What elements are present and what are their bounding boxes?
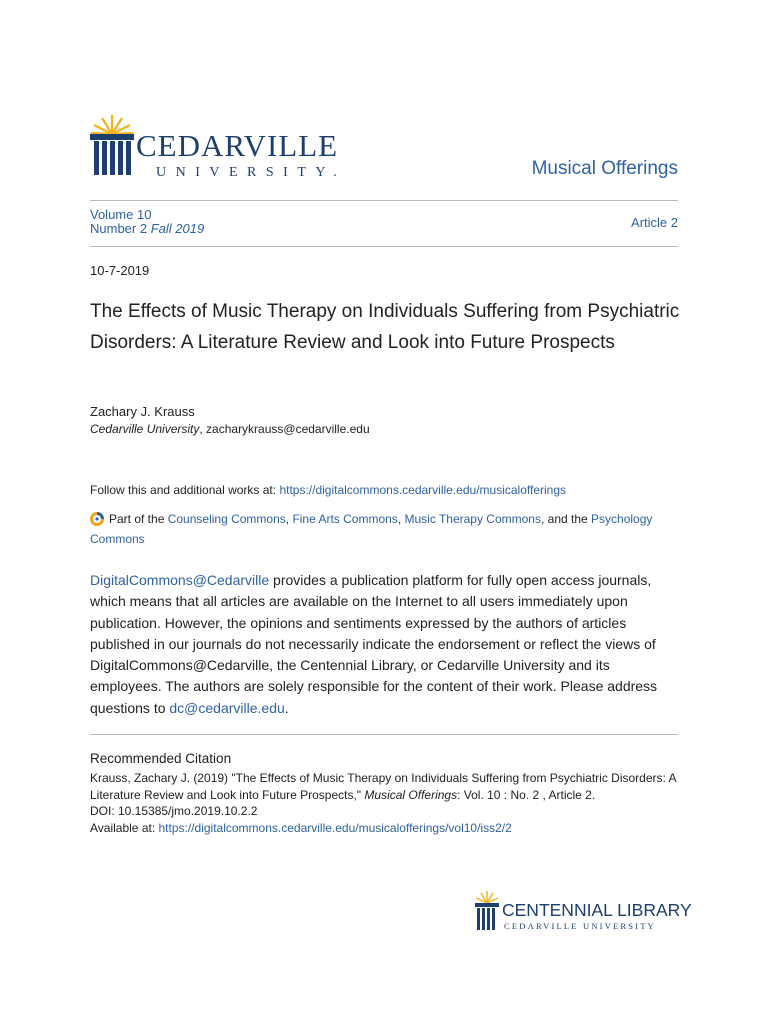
email-link[interactable]: dc@cedarville.edu bbox=[169, 699, 285, 716]
logo-wordmark: CEDARVILLE bbox=[136, 128, 339, 163]
open-access-icon bbox=[90, 510, 106, 526]
centennial-library-logo bbox=[474, 890, 692, 940]
music-therapy-commons-link[interactable]: Music Therapy Commons bbox=[404, 512, 541, 526]
citation-url-link[interactable]: https://digitalcommons.cedarville.edu/musicalofferings/vol10/iss2/2 bbox=[158, 820, 512, 835]
divider bbox=[90, 734, 678, 735]
volume-link[interactable]: Volume 10 bbox=[90, 207, 152, 222]
sunburst-column-icon bbox=[88, 112, 136, 182]
library-wordmark: CENTENNIAL LIBRARY bbox=[502, 900, 692, 920]
counseling-commons-link[interactable]: Counseling Commons bbox=[167, 512, 286, 526]
citation-text: Krauss, Zachary J. (2019) "The Effects of Music Therapy on Individuals Suffering from Psychiatric Disorders: A Literature Review and Look into Future Prospects," Musical Offerings: Vol. 10 : No. 2 , Article 2. DOI: 10.15385/jmo.2019.10.2.2 Available at: https://digitalcommons.cedarville.edu/musicalofferings/vol10/iss2/2 bbox=[90, 771, 676, 835]
author-affiliation: Cedarville University, zacharykrauss@cedarville.edu bbox=[90, 422, 370, 436]
follow-url-link[interactable]: https://digitalcommons.cedarville.edu/musicalofferings bbox=[279, 483, 567, 497]
disclaimer-paragraph: DigitalCommons@Cedarville provides a publication platform for fully open access journals, which means that all articles are available on the Internet to all users immediately upon publication. However, the opinions and sentiments expressed by the authors of articles published in our journals do not necessarily indicate the endorsement or reflect the views of DigitalCommons@Cedarville, the Centennial Library, or Cedarville University and its employees. The authors are solely responsible for the content of their work. Please address questions to dc@cedarville.edu. bbox=[90, 572, 658, 716]
follow-line: Follow this and additional works at: https://digitalcommons.cedarville.edu/musicalofferings bbox=[90, 483, 567, 497]
volume-info[interactable] bbox=[90, 208, 204, 236]
article-link[interactable]: Article 2 bbox=[631, 215, 678, 230]
doi: DOI: 10.15385/jmo.2019.10.2.2 bbox=[90, 804, 258, 818]
author-name: Zachary J. Krauss bbox=[90, 404, 195, 419]
citation-heading: Recommended Citation bbox=[90, 751, 232, 766]
publication-date: 10-7-2019 bbox=[90, 263, 150, 278]
issue-link[interactable]: Number 2 Fall 2019 bbox=[90, 221, 205, 236]
fine-arts-commons-link[interactable]: Fine Arts Commons bbox=[292, 512, 398, 526]
logo-subtitle: UNIVERSITY. bbox=[156, 165, 347, 180]
digitalcommons-link[interactable]: DigitalCommons@Cedarville bbox=[90, 572, 270, 588]
library-subtitle: CEDARVILLE UNIVERSITY bbox=[504, 921, 656, 931]
divider bbox=[90, 246, 678, 247]
part-of-line: Part of the Counseling Commons, Fine Arts Commons, Music Therapy Commons, and the Psychology Commons bbox=[90, 512, 653, 546]
divider bbox=[90, 200, 678, 201]
psychology-commons-link[interactable]: Psychology Commons bbox=[90, 512, 653, 546]
journal-link[interactable]: Musical Offerings bbox=[531, 158, 678, 179]
cedarville-logo bbox=[88, 110, 378, 190]
article-title: The Effects of Music Therapy on Individuals Suffering from Psychiatric Disorders: A Literature Review and Look into Future Prospects bbox=[90, 301, 680, 353]
sunburst-column-icon bbox=[474, 890, 500, 934]
